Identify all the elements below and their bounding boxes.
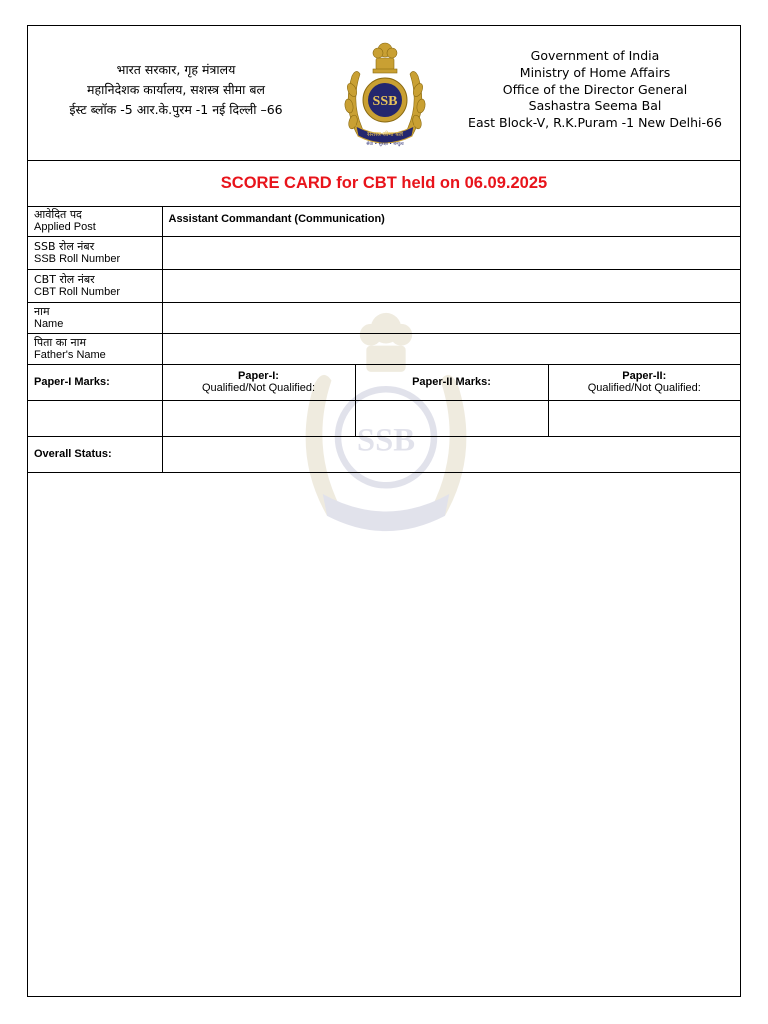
hindi-line-1: भारत सरकार, गृह मंत्रालय [116, 62, 236, 77]
score-card-table [28, 206, 740, 473]
label-hi: नाम [34, 304, 50, 318]
paper2-status-title: Paper-II: [622, 370, 667, 382]
english-line-1: Government of India [530, 48, 660, 63]
row-marks-values [28, 400, 740, 436]
row-overall-status [28, 436, 740, 472]
english-line-3: Office of the Director General [502, 81, 688, 97]
paper2-status-sub: Qualified/Not Qualified: [587, 382, 701, 394]
label-hi: SSB रोल नंबर [34, 239, 95, 253]
label-hi: CBT रोल नंबर [34, 272, 95, 286]
row-marks-header [28, 364, 740, 400]
label-en: Name [34, 317, 64, 330]
label-cbt-roll [28, 269, 162, 302]
value-cbt-roll [162, 269, 740, 302]
overall-status-value [162, 436, 740, 472]
paper1-marks-label: Paper-I Marks: [28, 364, 162, 400]
label-en: Applied Post [34, 220, 96, 233]
row-fathers-name [28, 333, 740, 364]
english-line-5: East Block-V, R.K.Puram -1 New Delhi-66 [468, 115, 722, 131]
row-name [28, 302, 740, 333]
score-card-title: SCORE CARD for CBT held on 06.09.2025 [220, 174, 548, 192]
english-address [460, 48, 730, 132]
label-en: Father's Name [34, 348, 106, 361]
paper2-marks-value [355, 400, 548, 436]
row-cbt-roll [28, 269, 740, 302]
label-fathers-name [28, 333, 162, 364]
hindi-line-2: महानिदेशक कार्यालय, सशस्त्र सीमा बल [87, 82, 265, 97]
paper1-status-sub: Qualified/Not Qualified: [201, 382, 316, 394]
paper1-status-value [162, 400, 355, 436]
label-hi: आवेदित पद [34, 207, 82, 221]
paper1-status-header [162, 364, 355, 400]
row-applied-post [28, 206, 740, 236]
value-name [162, 302, 740, 333]
score-card-sheet [27, 25, 741, 997]
svg-text:SSB: SSB [356, 422, 416, 459]
value-ssb-roll [162, 236, 740, 269]
ssb-emblem-icon [340, 38, 430, 148]
hindi-line-3: ईस्ट ब्लॉक -5 आर.के.पुरम -1 नई दिल्ली –66 [69, 102, 283, 117]
label-ssb-roll [28, 236, 162, 269]
english-line-4: Sashastra Seema Bal [528, 98, 662, 114]
value-fathers-name [162, 333, 740, 364]
label-en: CBT Roll Number [34, 285, 120, 298]
label-en: SSB Roll Number [34, 252, 121, 265]
title-row [28, 160, 740, 207]
emblem-motto: सेवा • सुरक्षा • बन्धुत्व [366, 142, 404, 147]
paper2-status-value [548, 400, 740, 436]
paper1-status-title: Paper-I: [238, 370, 279, 382]
paper2-status-header [548, 364, 740, 400]
overall-status-label: Overall Status: [28, 436, 162, 472]
english-line-2: Ministry of Home Affairs [519, 64, 671, 80]
label-name [28, 302, 162, 333]
row-ssb-roll [28, 236, 740, 269]
value-applied-post: Assistant Commandant (Communication) [162, 206, 740, 236]
paper1-marks-value [28, 400, 162, 436]
emblem-ribbon-text: सशस्त्र सीमा बल [367, 131, 403, 138]
label-hi: पिता का नाम [34, 335, 87, 349]
emblem-text: SSB [372, 94, 398, 109]
label-applied-post [28, 206, 162, 236]
hindi-address [56, 60, 296, 120]
letterhead [28, 26, 740, 161]
paper2-marks-label: Paper-II Marks: [355, 364, 548, 400]
